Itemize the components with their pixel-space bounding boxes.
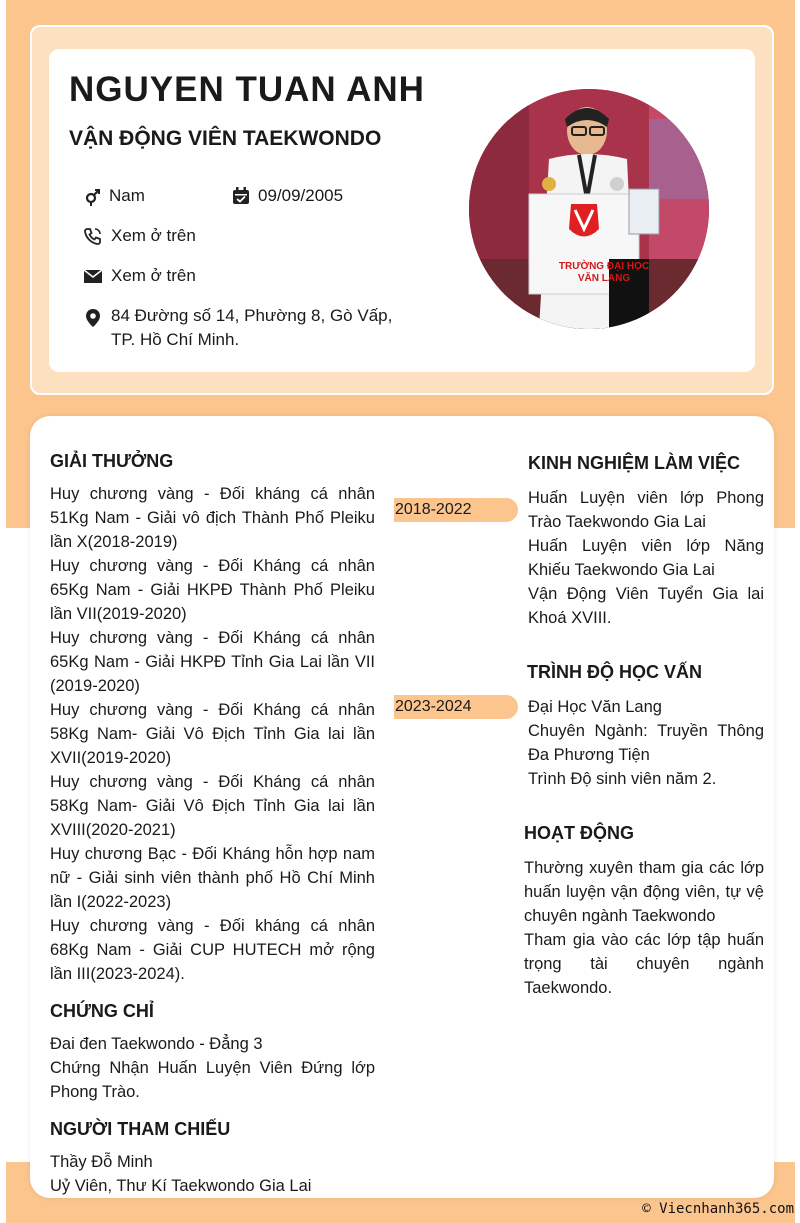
candidate-title: VẬN ĐỘNG VIÊN TAEKWONDO	[69, 127, 382, 150]
awards-list	[50, 482, 375, 986]
award-item: Huy chương Bạc - Đối Kháng hỗn hợp nam nữ - Giải sinh viên thành phố Hồ Chí Minh lần I(2022-2023)	[50, 845, 375, 911]
profile-photo	[469, 89, 709, 329]
award-item: Huy chương vàng - Đối kháng cá nhân 51Kg Nam - Giải vô địch Thành Phố Pleiku lần X(2018-2019)	[50, 485, 375, 551]
award-item: Huy chương vàng - Đối Kháng cá nhân 58Kg Nam- Giải Vô Địch Tỉnh Gia lai lần XVII(2019-2020)	[50, 701, 375, 767]
gender-icon	[83, 186, 103, 206]
awards-heading: GIẢI THƯỞNG	[50, 451, 174, 471]
education-heading: TRÌNH ĐỘ HỌC VẤN	[527, 662, 702, 682]
email-field	[83, 264, 283, 288]
certificates-list	[50, 1032, 375, 1104]
activities-list	[524, 856, 764, 1000]
education-period-badge: 2023-2024	[394, 695, 518, 719]
phone-icon	[83, 226, 103, 246]
birthdate-value: 09/09/2005	[258, 186, 344, 205]
award-item: Huy chương vàng - Đối Kháng cá nhân 65Kg Nam - Giải HKPĐ Tỉnh Gia Lai lần VII (2019-2020)	[50, 629, 375, 695]
experience-item: Vận Động Viên Tuyển Gia lai Khoá XVIII.	[528, 585, 764, 627]
references-heading: NGƯỜI THAM CHIẾU	[50, 1119, 231, 1139]
address-line-2: TP. Hồ Chí Minh.	[111, 330, 240, 349]
education-list	[528, 695, 764, 791]
gender-value: Nam	[109, 186, 145, 205]
banner-text-line-2: VĂN LANG	[577, 273, 631, 284]
candidate-name: NGUYEN TUAN ANH	[69, 70, 425, 109]
experience-item: Huấn Luyện viên lớp Phong Trào Taekwondo Gia Lai	[528, 489, 764, 531]
award-item: Huy chương vàng - Đối Kháng cá nhân 65Kg Nam - Giải HKPĐ Thành Phố Pleiku lần VII(2019-2020)	[50, 557, 375, 623]
award-item: Huy chương vàng - Đối kháng cá nhân 68Kg Nam - Giải CUP HUTECH mở rộng lần III(2023-2024).	[50, 917, 375, 983]
education-item: Chuyên Ngành: Truyền Thông Đa Phương Tiện	[528, 722, 764, 764]
footer-watermark[interactable]: © Viecnhanh365.com	[642, 1201, 794, 1217]
certificate-item: Chứng Nhận Huấn Luyện Viên Đứng lớp Phong Trào.	[50, 1059, 375, 1101]
location-pin-icon	[83, 308, 103, 328]
award-item: Huy chương vàng - Đối Kháng cá nhân 58Kg Nam- Giải Vô Địch Tỉnh Gia lai lần XVIII(2020-2021)	[50, 773, 375, 839]
experience-heading: KINH NGHIỆM LÀM VIỆC	[528, 453, 741, 473]
certificates-heading: CHỨNG CHỈ	[50, 1001, 154, 1021]
email-value: Xem ở trên	[111, 266, 196, 285]
gender-field	[83, 184, 223, 208]
references-list	[50, 1150, 375, 1198]
activity-item: Tham gia vào các lớp tập huấn trọng tài chuyên ngành Taekwondo.	[524, 931, 764, 997]
activity-item: Thường xuyên tham gia các lớp huấn luyện vận động viên, tự vệ chuyên ngành Taekwondo	[524, 859, 764, 925]
experience-period-badge: 2018-2022	[394, 498, 518, 522]
banner-text-line-1: TRƯỜNG ĐẠI HỌC	[558, 261, 650, 272]
calendar-icon	[231, 186, 251, 206]
phone-value: Xem ở trên	[111, 226, 196, 245]
address-field	[83, 304, 393, 352]
phone-field	[83, 224, 283, 248]
experience-item: Huấn Luyện viên lớp Năng Khiếu Taekwondo Gia Lai	[528, 537, 764, 579]
address-line-1: 84 Đường số 14, Phường 8, Gò Vấp,	[111, 306, 393, 325]
education-item: Đại Học Văn Lang	[528, 698, 662, 716]
experience-list	[528, 486, 764, 630]
certificate-item: Đai đen Taekwondo - Đẳng 3	[50, 1035, 263, 1053]
reference-item: Uỷ Viên, Thư Kí Taekwondo Gia Lai	[50, 1177, 312, 1195]
envelope-icon	[83, 266, 103, 286]
reference-item: Thầy Đỗ Minh	[50, 1153, 153, 1171]
activities-heading: HOẠT ĐỘNG	[524, 823, 634, 843]
birthdate-field	[231, 184, 391, 208]
education-item: Trình Độ sinh viên năm 2.	[528, 770, 717, 788]
